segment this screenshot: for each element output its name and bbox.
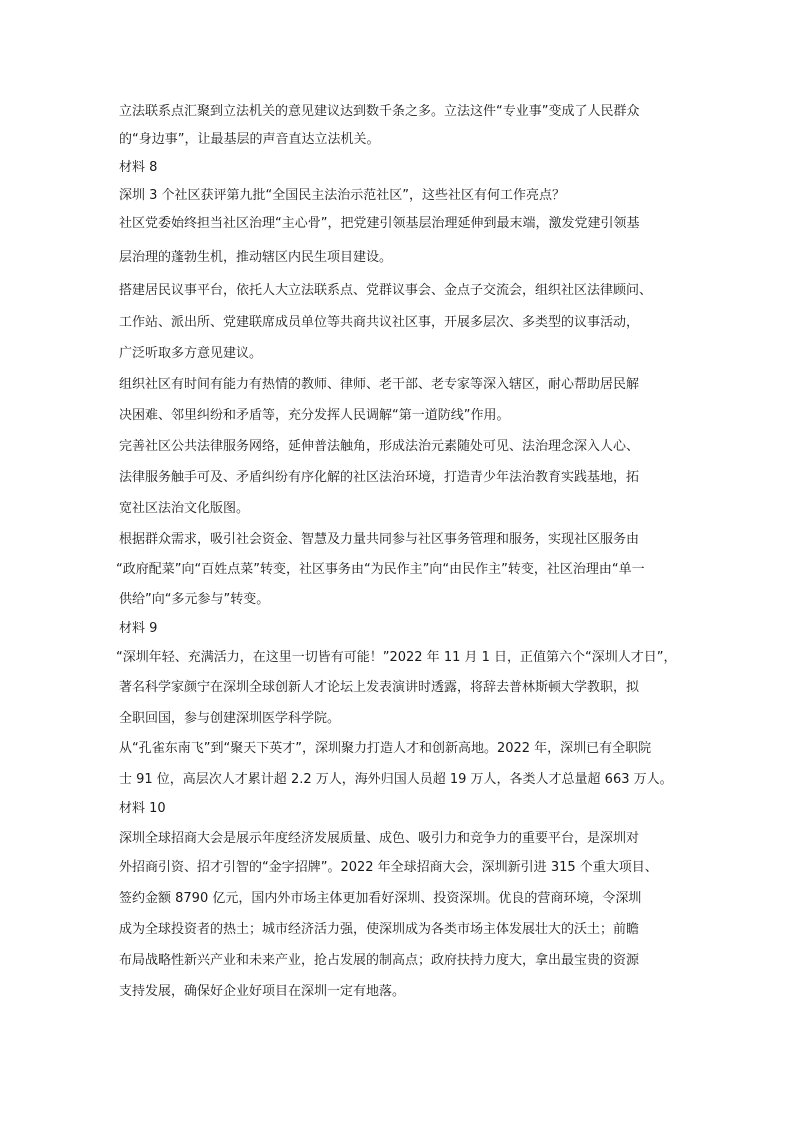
text-line: 著名科学家颜宁在深圳全球创新人才论坛上发表演讲时透露，将辞去普林斯顿大学教职，拟 [119,680,640,695]
section-heading: 材料 9 [119,621,158,636]
section-heading: 材料 8 [119,160,158,175]
text-line: 外招商引资、招才引智的“金字招牌”。2022 年全球招商大会，深圳新引进 315 个重大项目、 [119,860,658,875]
text-line: 根据群众需求，吸引社会资金、智慧及力量共同参与社区事务管理和服务，实现社区服务由 [119,532,640,547]
text-line: 决困难、邻里纠纷和矛盾等，充分发挥人民调解“第一道防线”作用。 [119,408,510,423]
text-line: 法律服务触手可及、矛盾纠纷有序化解的社区法治环境，打造青少年法治教育实践基地，拓 [119,470,640,485]
text-line: 从“孔雀东南飞”到“聚天下英才”，深圳聚力打造人才和创新高地。2022 年，深圳已有全职院 [119,741,652,756]
text-line: 布局战略性新兴产业和未来产业，抢占发展的制高点；政府扶持力度大，拿出最宝贵的资源 [119,953,640,968]
text-line: 广泛听取多方意见建议。 [119,346,263,361]
text-line: 立法联系点汇聚到立法机关的意见建议达到数千条之多。立法这件“专业事”变成了人民群众 [119,104,640,119]
text-line: 士 91 位，高层次人才累计超 2.2 万人，海外归国人员超 19 万人，各类人才总量超 663 万人。 [119,772,673,787]
text-line: 签约金额 8790 亿元，国内外市场主体更加看好深圳、投资深圳。优良的营商环境，令深圳 [119,891,642,906]
section-heading: 材料 10 [119,801,166,816]
text-line: “深圳年轻、充满活力，在这里一切皆有可能！”2022 年 11 月 1 日，正值第六个“深圳人才日”， [116,650,677,665]
text-line: 全职回国，参与创建深圳医学科学院。 [119,711,341,726]
text-line: 深圳全球招商大会是展示年度经济发展质量、成色、吸引力和竞争力的重要平台，是深圳对 [119,831,640,846]
text-line: 成为全球投资者的热土；城市经济活力强，使深圳成为各类市场主体发展壮大的沃土；前瞻 [119,922,640,937]
text-line: 搭建居民议事平台，依托人大立法联系点、党群议事会、金点子交流会，组织社区法律顾问、 [119,283,653,298]
text-line: 工作站、派出所、党建联席成员单位等共商共议社区事，开展多层次、多类型的议事活动， [119,315,640,330]
text-line: 宽社区法治文化版图。 [119,501,250,516]
text-line: 组织社区有时间有能力有热情的教师、律师、老干部、老专家等深入辖区，耐心帮助居民解 [119,377,640,392]
text-line: “政府配菜”向“百姓点菜”转变，社区事务由“为民作主”向“由民作主”转变，社区治理由“单一 [116,562,645,577]
text-line: 供给”向“多元参与”转变。 [119,592,270,607]
text-line: 社区党委始终担当社区治理“主心骨”，把党建引领基层治理延伸到最末端，激发党建引领基 [119,216,640,231]
text-line: 完善社区公共法律服务网络，延伸普法触角，形成法治元素随处可见、法治理念深入人心、 [119,439,640,454]
text-line: 的“身边事”，让最基层的声音直达立法机关。 [119,132,380,147]
text-line: 支持发展，确保好企业好项目在深圳一定有地落。 [119,984,406,999]
text-line: 层治理的蓬勃生机，推动辖区内民生项目建设。 [119,250,393,265]
text-line: 深圳 3 个社区获评第九批“全国民主法治示范社区”，这些社区有何工作亮点？ [119,188,566,203]
